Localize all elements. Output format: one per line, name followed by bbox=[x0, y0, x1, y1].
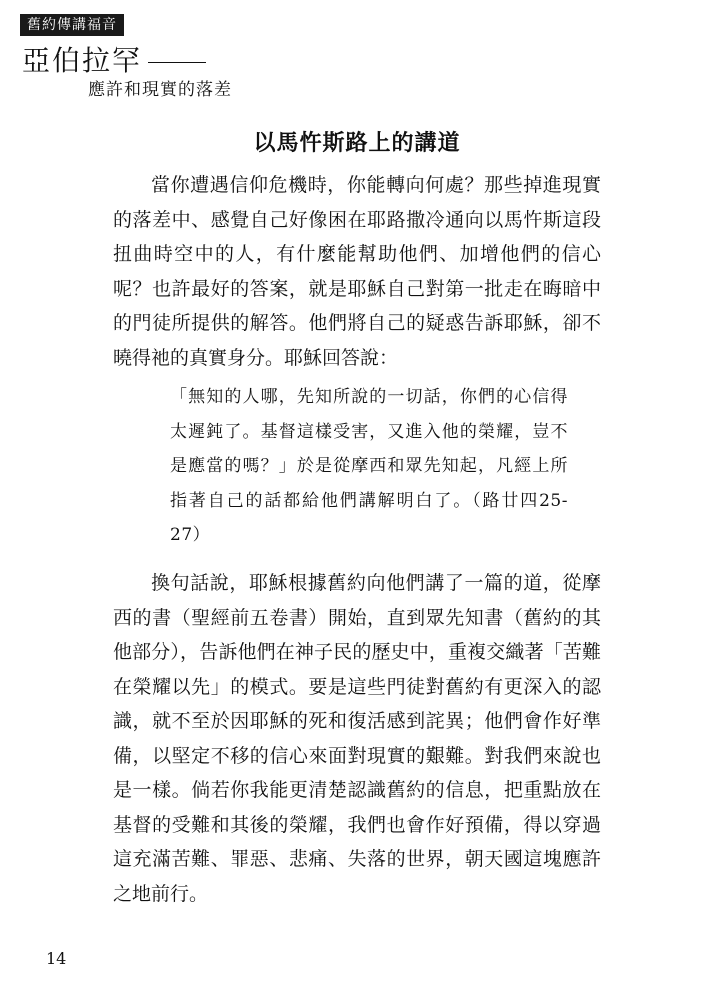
book-title-row bbox=[22, 44, 206, 78]
book-title: 亞伯拉罕 bbox=[22, 44, 143, 77]
scripture-quote: 「無知的人哪，先知所說的一切話，你們的心信得太遲鈍了。基督這樣受害，又進入他的榮耀，豈不是應當的嗎？」於是從摩西和眾先知起，凡經上所指著自己的話都給他們講解明白了。（路廿四25-27） bbox=[170, 387, 568, 545]
body-paragraph: 當你遭遇信仰危機時，你能轉向何處？那些掉進現實的落差中、感覺自己好像困在耶路撒冷通向以馬忤斯這段扭曲時空中的人，有什麼能幫助他們、加增他們的信心呢？也許最好的答案，就是耶穌自己對第一批走在晦暗中的門徒所提供的解答。他們將自己的疑惑告訴耶穌，卻不曉得祂的真實身分。耶穌回答說： bbox=[113, 174, 601, 369]
book-subtitle: 應許和現實的落差 bbox=[88, 80, 232, 100]
title-rule bbox=[148, 62, 206, 63]
section-heading: 以馬忤斯路上的講道 bbox=[253, 130, 461, 156]
series-label: 舊約傳講福音 bbox=[20, 14, 124, 36]
body-paragraph: 換句話說，耶穌根據舊約向他們講了一篇的道，從摩西的書（聖經前五卷書）開始，直到眾先知書（舊約的其他部分），告訴他們在神子民的歷史中，重複交織著「苦難在榮耀以先」的模式。要是這些門徒對舊約有更深入的認識，就不至於因耶穌的死和復活感到詫異；他們會作好準備，以堅定不移的信心來面對現實的艱難。對我們來說也是一樣。倘若你我能更清楚認識舊約的信息，把重點放在基督的受難和其後的榮耀，我們也會作好預備，得以穿過這充滿苦難、罪惡、悲痛、失落的世界，朝天國這塊應許之地前行。 bbox=[113, 572, 601, 905]
page-number: 14 bbox=[46, 949, 67, 968]
